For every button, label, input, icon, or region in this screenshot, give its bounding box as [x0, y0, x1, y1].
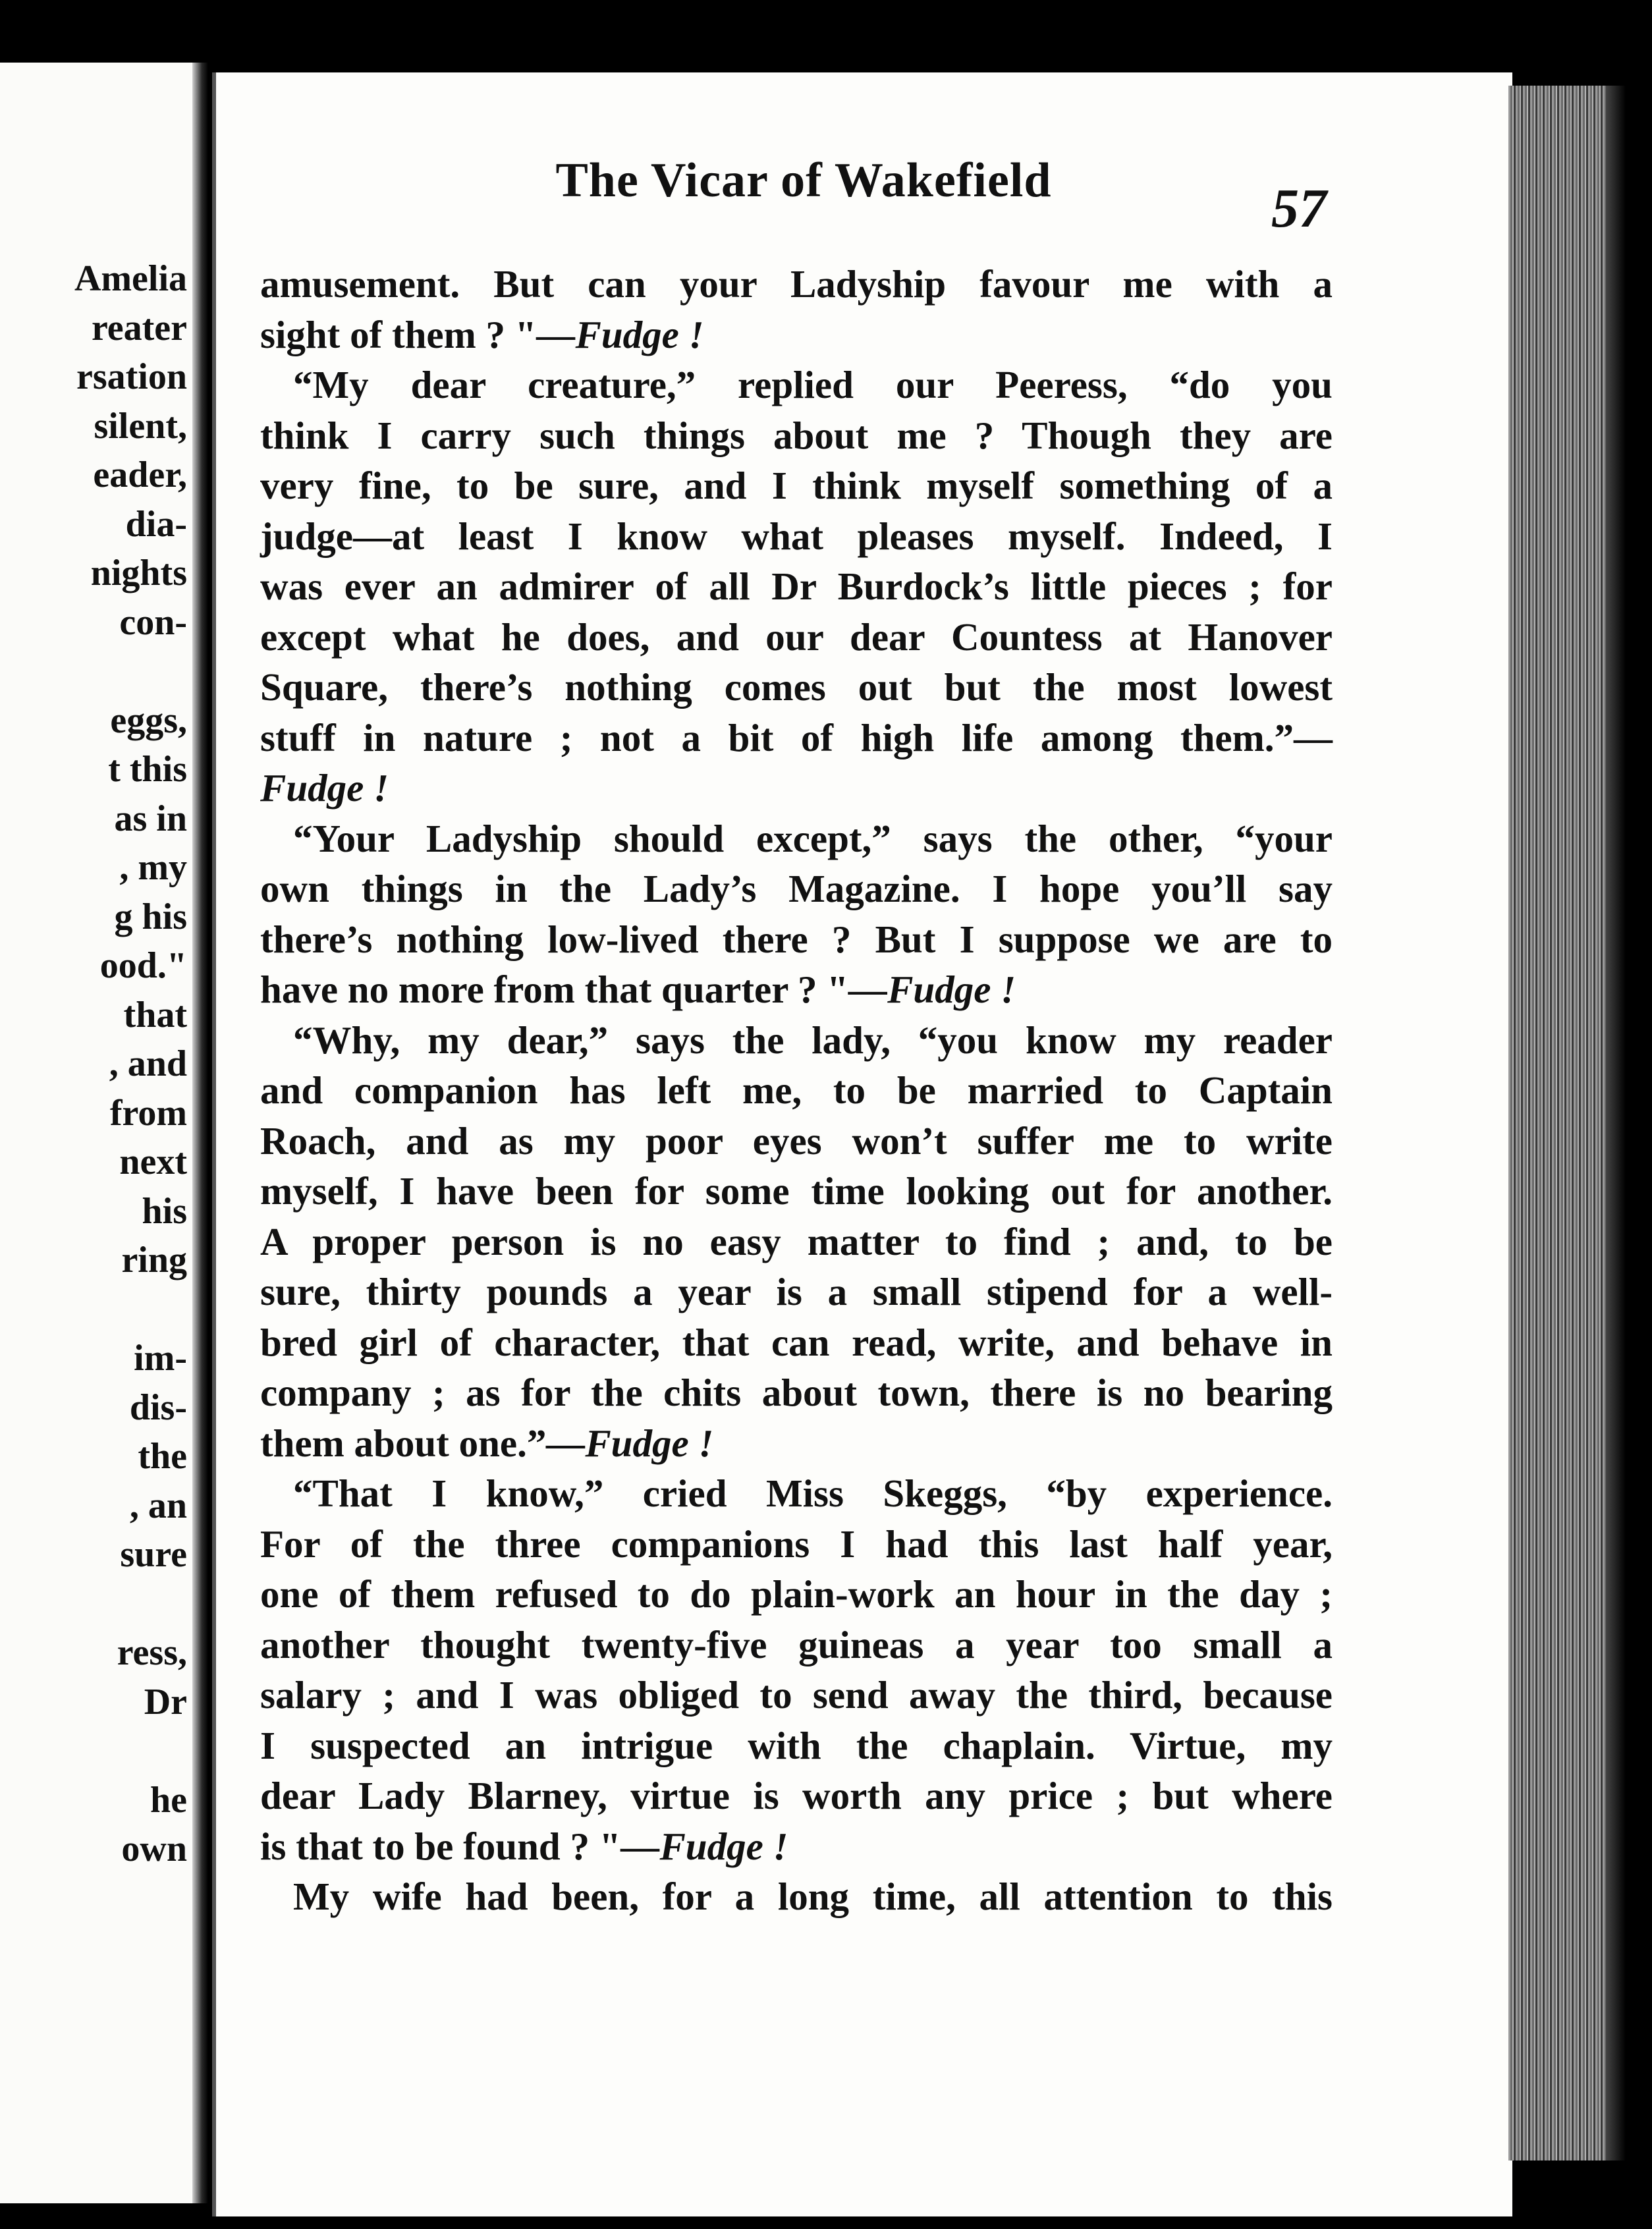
text-line-content: sight of them ? " [260, 312, 537, 356]
text-line-content: dear Lady Blarney, virtue is worth any price ; but where [260, 1774, 1333, 1817]
text-line [260, 1518, 1333, 1570]
text-line-content: another thought twenty-five guineas a year too small a [260, 1622, 1333, 1666]
text-line-content: “My dear creature,” replied our Peeress, “do you [293, 363, 1333, 406]
left-page-fragment: rsation [76, 356, 187, 397]
left-page-fragment: the [138, 1436, 187, 1477]
left-page-fragment: silent, [94, 405, 187, 447]
text-line-content: myself, I have been for some time looking out for another. [260, 1169, 1333, 1213]
left-page-fragment: sure [120, 1534, 187, 1575]
text-line [260, 863, 1333, 914]
left-page-fragment: im- [134, 1338, 187, 1379]
left-page-fragment: nights [90, 553, 187, 593]
text-line [260, 510, 1333, 562]
text-line [260, 1871, 1333, 1922]
text-line-content: there’s nothing low-lived there ? But I suppose we are to [260, 917, 1333, 961]
text-line [260, 1165, 1333, 1217]
page-edges [1508, 86, 1606, 2160]
left-page-fragment: dis- [129, 1387, 187, 1428]
fudge-interjection: —Fudge ! [848, 968, 1016, 1011]
text-line [260, 1115, 1333, 1167]
left-page-fragment: eader, [93, 454, 187, 495]
running-header-title: The Vicar of Wakefield [555, 153, 1052, 207]
left-page-fragment: from [109, 1092, 187, 1134]
fudge-interjection: —Fudge ! [620, 1824, 788, 1868]
text-line [260, 1770, 1333, 1821]
text-line [260, 1821, 1333, 1872]
text-line [260, 611, 1333, 663]
left-page-fragment: reater [91, 307, 187, 348]
text-line [260, 309, 1333, 360]
text-line-content: Roach, and as my poor eyes won’t suffer me to write [260, 1118, 1333, 1163]
fudge-interjection: —Fudge ! [546, 1421, 714, 1465]
text-line-content: I suspected an intrigue with the chaplain. Virtue, my [260, 1723, 1333, 1767]
text-line [260, 1317, 1333, 1368]
text-line [260, 914, 1333, 965]
text-line-content: For of the three companions I had this last half year, [260, 1522, 1333, 1566]
text-line-content: salary ; and I was obliged to send away the third, because [260, 1673, 1333, 1717]
text-line [260, 460, 1333, 511]
left-page-fragment: con- [119, 601, 187, 643]
text-line [260, 1216, 1333, 1267]
left-page-fragment: , an [129, 1485, 187, 1526]
text-line [260, 1266, 1333, 1317]
left-page-fragment: his [142, 1190, 187, 1232]
text-line-content: was ever an admirer of all Dr Burdock’s little pieces ; for [260, 564, 1333, 608]
left-page-fragment: g his [114, 896, 187, 937]
text-line-content: My wife had been, for a long time, all attention to this [293, 1875, 1333, 1918]
text-line [260, 1417, 1333, 1469]
text-line [260, 1014, 1333, 1066]
text-line [260, 1720, 1333, 1771]
text-line [260, 712, 1333, 763]
left-page-fragment: that [123, 994, 187, 1035]
text-line-content: is that to be found ? " [260, 1824, 621, 1868]
left-page-fragment: Amelia [74, 258, 187, 299]
left-page-fragment: ood." [99, 945, 187, 986]
text-line [260, 258, 1333, 310]
text-line [260, 1064, 1333, 1116]
left-page-fragment: eggs, [110, 700, 187, 741]
text-line-content: bred girl of character, that can read, write, and behave in [260, 1320, 1333, 1364]
text-line [260, 359, 1333, 410]
text-line [260, 561, 1333, 612]
text-line-content: Square, there’s nothing comes out but the most lowest [260, 665, 1333, 709]
left-page-fragment: ress, [117, 1632, 187, 1673]
text-line [260, 1619, 1333, 1670]
text-line-content: very fine, to be sure, and I think myself something of a [260, 464, 1333, 507]
text-line-content: and companion has left me, to be married to Captain [260, 1068, 1333, 1112]
left-page-fragment: , and [109, 1043, 187, 1084]
text-line-content: them about one.” [260, 1421, 547, 1465]
text-line-content: one of them refused to do plain-work an hour in the day ; [260, 1572, 1333, 1616]
text-line-content: think I carry such things about me ? Though they are [260, 413, 1333, 457]
left-page-fragment: Dr [144, 1681, 187, 1722]
text-line-content: “That I know,” cried Miss Skeggs, “by experience. [293, 1472, 1333, 1515]
text-line-content: “Your Ladyship should except,” says the other, “your [293, 816, 1333, 860]
text-line-content: “Why, my dear,” says the lady, “you know my reader [293, 1018, 1333, 1062]
left-page-fragment: dia- [125, 503, 187, 545]
page-edges-shadow [1606, 86, 1626, 2160]
text-line [260, 964, 1333, 1015]
left-page-fragment: he [150, 1779, 187, 1821]
left-page-fragment: t this [108, 749, 187, 790]
text-line-content: company ; as for the chits about town, there is no bearing [260, 1371, 1333, 1414]
text-line-content: except what he does, and our dear Countess at Hanover [260, 615, 1333, 659]
text-line [260, 1367, 1333, 1418]
text-line [260, 1568, 1333, 1620]
text-line-content: stuff in nature ; not a bit of high life among them.”— [260, 715, 1333, 759]
text-line-content: amusement. But can your Ladyship favour me with a [260, 262, 1333, 306]
left-page-fragment: as in [114, 798, 187, 839]
text-line [260, 661, 1333, 713]
text-line-content: have no more from that quarter ? " [260, 968, 849, 1011]
fudge-interjection: Fudge ! [260, 766, 389, 810]
text-line [260, 762, 1333, 813]
text-line [260, 1669, 1333, 1720]
left-page-fragment: ring [121, 1240, 187, 1280]
left-page-fragment: own [121, 1829, 187, 1869]
left-facing-page [0, 63, 192, 2203]
fudge-interjection: —Fudge ! [536, 312, 704, 356]
book-gutter [192, 63, 208, 2203]
text-line [260, 1468, 1333, 1519]
text-line-content: sure, thirty pounds a year is a small stipend for a well- [260, 1270, 1333, 1313]
left-page-fragment: , my [119, 847, 187, 888]
text-line-content: judge—at least I know what pleases myself. Indeed, I [260, 514, 1333, 558]
text-line [260, 410, 1333, 461]
left-page-fragment: next [119, 1142, 187, 1182]
text-line [260, 813, 1333, 864]
text-line-content: own things in the Lady’s Magazine. I hope you’ll say [260, 867, 1333, 910]
text-line-content: A proper person is no easy matter to find ; and, to be [260, 1219, 1333, 1263]
page-number: 57 [1271, 178, 1327, 239]
